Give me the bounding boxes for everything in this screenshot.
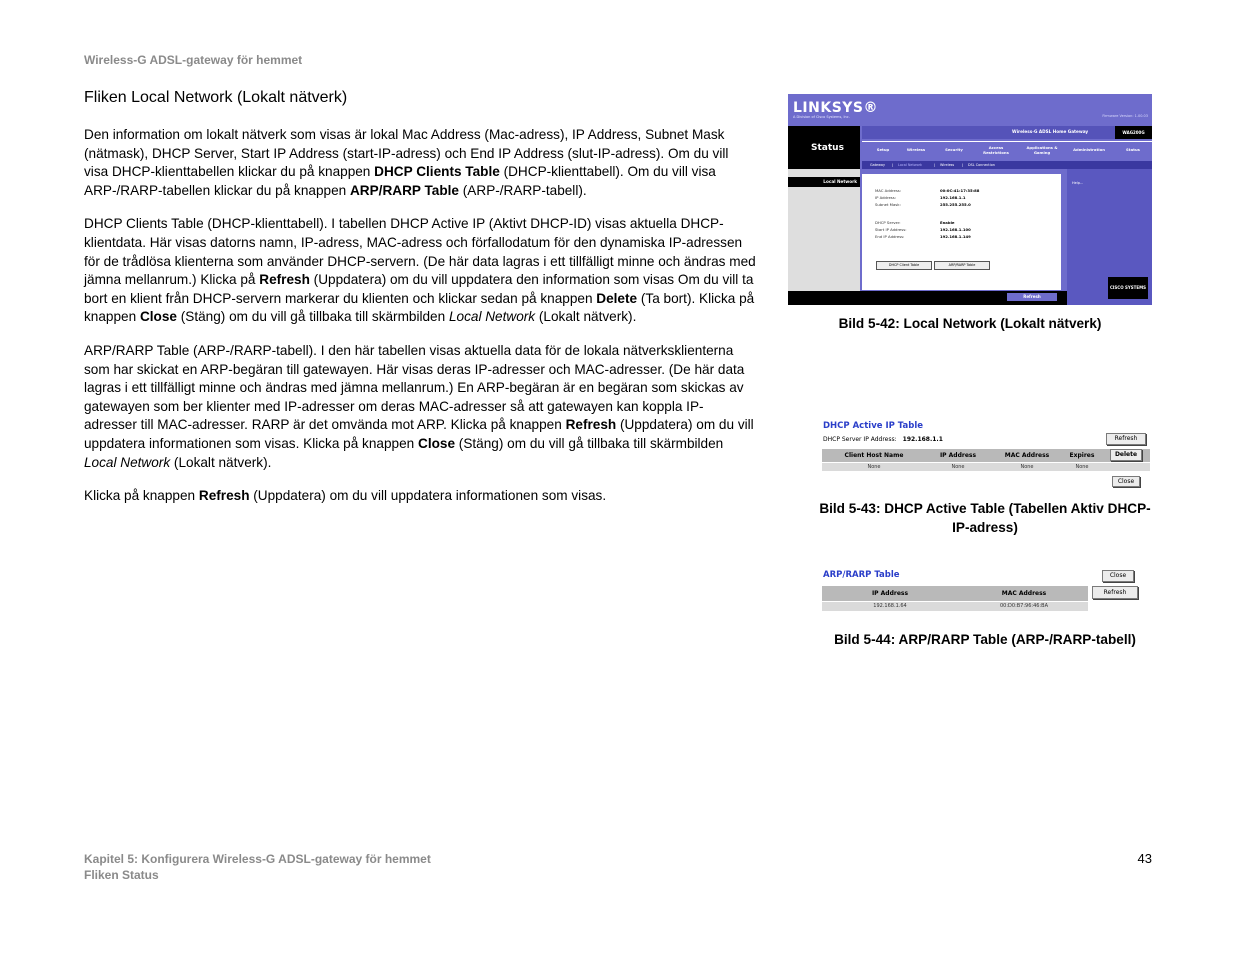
arp-rarp-table <box>820 566 1152 618</box>
page-number: 43 <box>1137 851 1152 866</box>
column-header: MAC Address <box>1001 590 1047 597</box>
caption-fig-5-42: Bild 5-42: Local Network (Lokalt nätverk) <box>838 316 1102 331</box>
table-cell: None <box>867 464 881 470</box>
subnav-separator: | <box>934 163 936 167</box>
column-header: Expires <box>1069 452 1095 459</box>
cisco-logo: CISCO SYSTEMS <box>1108 277 1148 299</box>
paragraph-intro: Den information om lokalt nätverk som visas är lokal Mac Address (Mac-adress), IP Address, Subnet Mask (nätmask), DHCP Server, Start IP Address (start-IP-adress) och End IP Address (slut-IP-adress). Om du vill visa DHCP-klienttabellen klickar du på knappen DHCP Clients Table (DHCP-klienttabell). Om du vill visa ARP-/RARP-tabellen klickar du på knappen ARP/RARP Table (ARP-/RARP-tabell). <box>84 127 729 198</box>
subnav-separator: | <box>892 163 894 167</box>
refresh-button[interactable]: Refresh <box>1007 293 1057 301</box>
close-button[interactable]: Close <box>1102 570 1134 582</box>
nav-applications-gaming[interactable]: Applications & Gaming <box>1026 145 1058 155</box>
dhcp-client-table-button[interactable]: DHCP Client Table <box>876 261 932 270</box>
page-footer <box>84 851 431 883</box>
field-value: 192.168.1.1 <box>940 195 966 200</box>
table-cell: None <box>951 464 965 470</box>
nav-administration[interactable]: Administration <box>1073 147 1105 152</box>
arp-table-title: ARP/RARP Table <box>823 570 900 580</box>
subnav-local-network[interactable]: Local Network <box>898 163 923 167</box>
field-value: 192.168.1.100 <box>940 227 971 232</box>
close-button[interactable]: Close <box>1112 476 1140 487</box>
nav-status[interactable]: Status <box>1126 147 1140 152</box>
logo-subtitle: A Division of Cisco Systems, Inc. <box>793 115 850 119</box>
caption-fig-5-43: Bild 5-43: DHCP Active Table (Tabellen Aktiv DHCP-IP-adress) <box>819 501 1151 535</box>
body-text <box>84 126 756 521</box>
field-value: 00:0C:41:17:35:88 <box>940 188 980 193</box>
section-label: Local Network <box>788 177 860 187</box>
dhcp-active-ip-table <box>820 418 1152 490</box>
caption-fig-5-44: Bild 5-44: ARP/RARP Table (ARP-/RARP-tabell) <box>834 632 1136 647</box>
field-label: IP Address: <box>875 195 897 200</box>
subnav-dsl-connection[interactable]: DSL Connection <box>968 163 995 167</box>
nav-access-restrictions[interactable]: Access Restrictions <box>983 145 1009 155</box>
linksys-logo: LINKSYS® <box>793 100 878 116</box>
refresh-button[interactable]: Refresh <box>1106 433 1146 445</box>
column-header: Client Host Name <box>844 452 904 459</box>
field-value: 255.255.255.0 <box>940 202 971 207</box>
nav-security[interactable]: Security <box>945 147 963 152</box>
table-cell: None <box>1075 464 1089 470</box>
local-network-screenshot <box>788 94 1152 305</box>
model-label: WAG200G <box>1115 126 1152 139</box>
footer-chapter: Kapitel 5: Konfigurera Wireless-G ADSL-gateway för hemmet <box>84 852 431 866</box>
subnav-wireless[interactable]: Wireless <box>940 163 955 167</box>
field-value: Enable <box>940 220 955 225</box>
table-cell: None <box>1020 464 1034 470</box>
field-label: End IP Address: <box>875 234 905 239</box>
arp-rarp-table-button[interactable]: ARP/RARP Table <box>934 261 990 270</box>
footer-subsection: Fliken Status <box>84 868 159 882</box>
status-heading: Status <box>811 143 844 153</box>
subnav-separator: | <box>962 163 964 167</box>
dhcp-server-ip: DHCP Server IP Address: 192.168.1.1 <box>823 436 943 443</box>
field-label: DHCP Server: <box>875 220 901 225</box>
table-cell: 00:D0:B7:96:46:BA <box>999 603 1048 609</box>
field-label: MAC Address: <box>875 188 902 193</box>
nav-setup[interactable]: Setup <box>876 147 890 152</box>
column-header: MAC Address <box>1004 452 1050 459</box>
running-header: Wireless-G ADSL-gateway för hemmet <box>84 53 303 67</box>
nav-wireless[interactable]: Wireless <box>906 147 926 152</box>
paragraph-refresh: Klicka på knappen Refresh (Uppdatera) om du vill uppdatera informationen som visas. <box>84 488 607 504</box>
section-title: Fliken Local Network (Lokalt nätverk) <box>84 89 348 106</box>
left-column <box>788 169 860 305</box>
delete-button[interactable]: Delete <box>1110 449 1142 461</box>
paragraph-arp: ARP/RARP Table (ARP-/RARP-tabell). I den här tabellen visas aktuella data för de lokala nätverksklienterna som har skickat en ARP-begäran till gatewayen. Här visas deras IP-adresser och MAC-adresser. (De här data lagras i ett tillfälligt minne och ändras med jämna mellanrum.) En ARP-begäran är en begäran som skickas av gatewayen som ber klienter med IP-adresser om deras MAC-adresser så att gatewayen kan koppla IP-adresser till MAC-adresser. RARP är det omvända mot ARP. Klicka på knappen Refresh (Uppdatera) om du vill uppdatera informationen som visas. Klicka på knappen Close (Stäng) om du vill gå tillbaka till skärmbilden Local Network (Lokalt nätverk). <box>84 342 754 470</box>
column-header: IP Address <box>871 590 909 597</box>
firmware-version: Firmware Version: 1.00.03 <box>1102 114 1148 118</box>
paragraph-dhcp: DHCP Clients Table (DHCP-klienttabell). I tabellen DHCP Active IP (Aktivt DHCP-ID) visas aktuella DHCP-klientdata. Här visas datorns namn, IP-adress, MAC-adress och förfallodatum för den dynamiska IP-adressen för de trådlösa klienterna som använder DHCP-servern. (De här data lagras i ett tillfälligt minne och ändras med jämna mellanrum.) Klicka på Refresh (Uppdatera) om du vill uppdatera den information som visas Om du vill ta bort en klient från DHCP-servern markerar du klienten och klickar sedan på knappen Delete (Ta bort). Klicka på knappen Close (Stäng) om du vill gå tillbaka till skärmbilden Local Network (Lokalt nätverk). <box>84 216 756 325</box>
field-value: 192.168.1.149 <box>940 234 971 239</box>
dhcp-table-title: DHCP Active IP Table <box>823 421 924 431</box>
help-link[interactable]: Help... <box>1072 181 1084 185</box>
field-label: Start IP Address: <box>875 227 907 232</box>
refresh-button[interactable]: Refresh <box>1092 586 1138 599</box>
product-bar <box>862 126 1152 139</box>
field-label: Subnet Mask: <box>875 202 901 207</box>
product-name: Wireless-G ADSL Home Gateway <box>1012 129 1089 134</box>
table-cell: 192.168.1.64 <box>873 603 907 609</box>
subnav-gateway[interactable]: Gateway <box>870 163 885 167</box>
column-header: IP Address <box>939 452 977 459</box>
